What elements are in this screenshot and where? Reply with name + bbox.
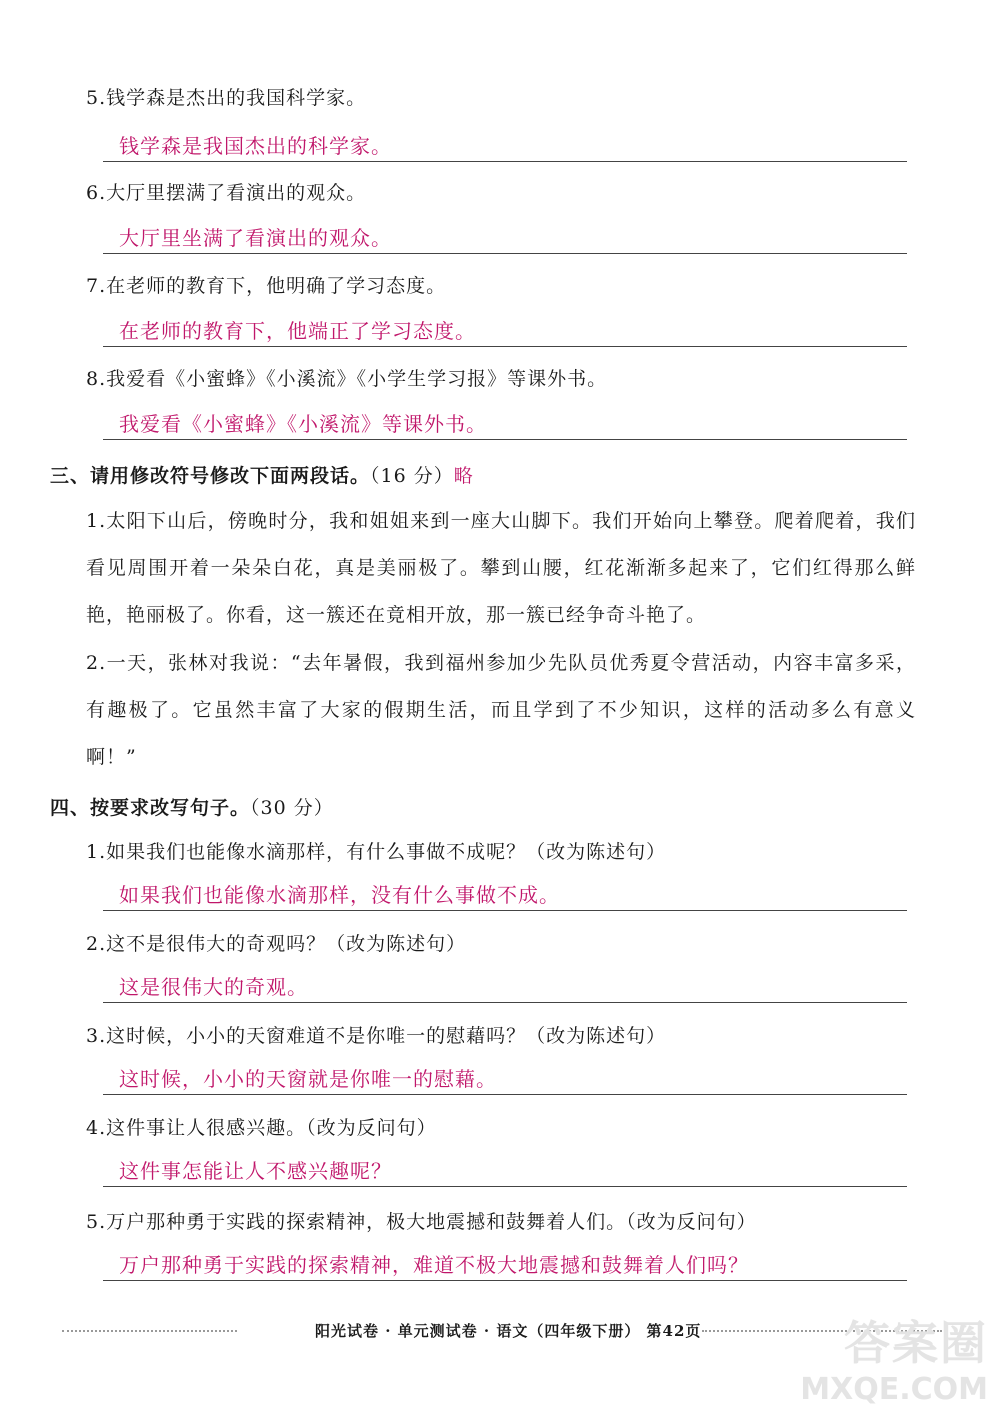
rewrite-question-3: 3.这时候，小小的天窗难道不是你唯一的慰藉吗？（改为陈述句） <box>86 1025 667 1047</box>
passage-1: 1.太阳下山后，傍晚时分，我和姐姐来到一座大山脚下。我们开始向上攀登。爬着爬着，我们看见周围开着一朵朵白花，真是美丽极了。攀到山腰，红花渐渐多起来了，它们红得那么鲜艳，艳丽极了。你看，这一簇还在竟相开放，那一簇已经争奇斗艳了。 <box>86 510 916 626</box>
answer-line-8 <box>103 405 907 440</box>
section-3-points: （16 分） <box>370 465 454 487</box>
footer-text: 阳光试卷 · 单元测试卷 · 语文（四年级下册） 第42页 <box>315 1322 702 1340</box>
question-7: 7.在老师的教育下，他明确了学习态度。 <box>86 275 447 297</box>
passage-2: 2.一天，张林对我说：“去年暑假，我到福州参加少先队员优秀夏令营活动，内容丰富多采，有趣极了。它虽然丰富了大家的假期生活，而且学到了不少知识，这样的活动多么有意义啊！” <box>86 652 916 768</box>
answer-5: 钱学森是我国杰出的科学家。 <box>119 134 392 158</box>
rewrite-answer-line-4 <box>103 1152 907 1187</box>
watermark-text-cn: 答案圈 <box>844 1316 988 1370</box>
rewrite-answer-3: 这时候，小小的天窗就是你唯一的慰藉。 <box>119 1067 497 1091</box>
rewrite-question-1: 1.如果我们也能像水滴那样，有什么事做不成呢？（改为陈述句） <box>86 841 667 863</box>
answer-line-6 <box>103 219 907 254</box>
section-4-points: （30 分） <box>250 797 334 819</box>
rewrite-answer-2: 这是很伟大的奇观。 <box>119 975 308 999</box>
section-4-heading <box>50 793 334 820</box>
rewrite-answer-4: 这件事怎能让人不感兴趣呢？ <box>119 1159 392 1183</box>
answer-line-5 <box>103 127 907 162</box>
answer-8: 我爱看《小蜜蜂》《小溪流》等课外书。 <box>119 412 487 436</box>
answer-line-7 <box>103 312 907 347</box>
section-3-title: 三、请用修改符号修改下面两段话。 <box>50 465 371 487</box>
rewrite-question-5: 5.万户那种勇于实践的探索精神，极大地震撼和鼓舞着人们。（改为反问句） <box>86 1211 757 1233</box>
watermark-text-url: MXQE.COM <box>800 1372 988 1407</box>
rewrite-question-2: 2.这不是很伟大的奇观吗？（改为陈述句） <box>86 933 467 955</box>
rewrite-answer-5: 万户那种勇于实践的探索精神，难道不极大地震撼和鼓舞着人们吗？ <box>119 1253 749 1277</box>
question-6: 6.大厅里摆满了看演出的观众。 <box>86 182 367 204</box>
rewrite-answer-line-3 <box>103 1060 907 1095</box>
watermark-logo <box>800 1307 996 1407</box>
rewrite-answer-1: 如果我们也能像水滴那样，没有什么事做不成。 <box>119 883 560 907</box>
section-3-heading <box>50 461 474 488</box>
section-4-title: 四、按要求改写句子。 <box>50 797 251 819</box>
footer-divider-left <box>62 1330 237 1332</box>
rewrite-answer-line-2 <box>103 968 907 1003</box>
section-3-answer-tag: 略 <box>453 465 474 487</box>
answer-7: 在老师的教育下，他端正了学习态度。 <box>119 319 476 343</box>
rewrite-answer-line-5 <box>103 1246 907 1281</box>
question-5: 5.钱学森是杰出的我国科学家。 <box>86 87 367 109</box>
rewrite-question-4: 4.这件事让人很感兴趣。（改为反问句） <box>86 1117 437 1139</box>
question-8: 8.我爱看《小蜜蜂》《小溪流》《小学生学习报》等课外书。 <box>86 368 608 390</box>
page-footer <box>62 1318 942 1342</box>
rewrite-answer-line-1 <box>103 876 907 911</box>
answer-6: 大厅里坐满了看演出的观众。 <box>119 226 392 250</box>
